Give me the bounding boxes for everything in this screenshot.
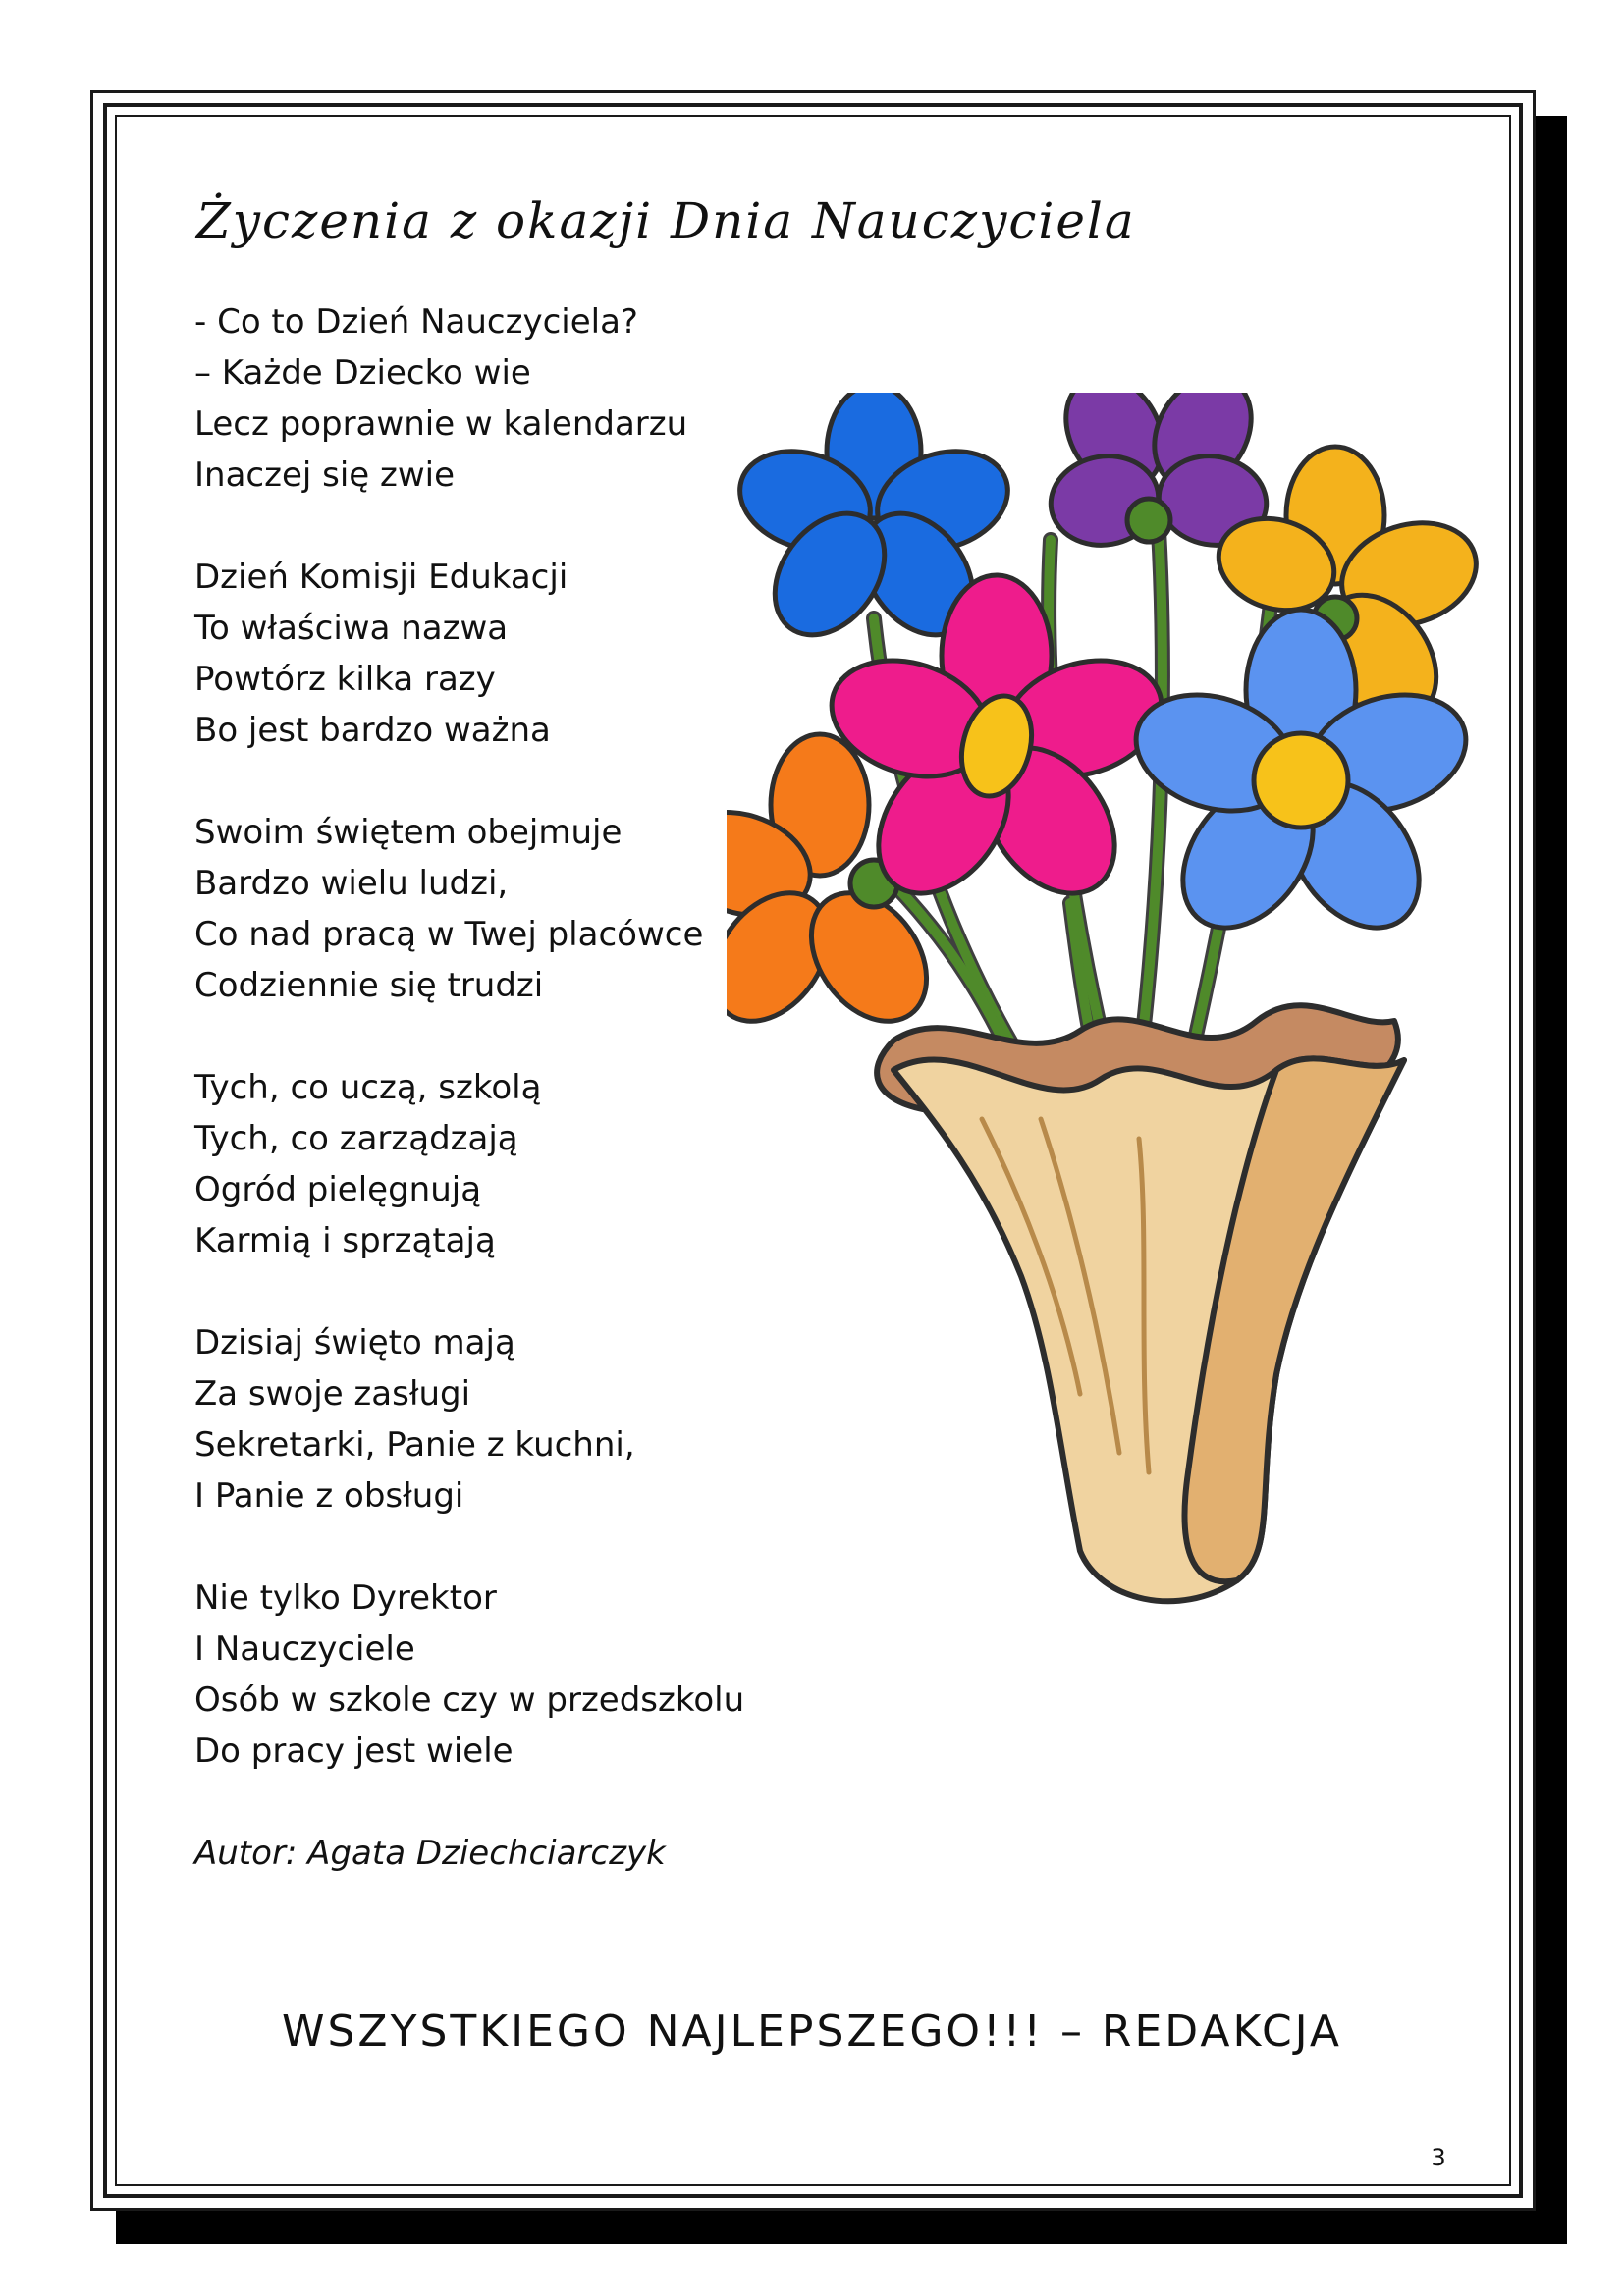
poem-line: Powtórz kilka razy: [194, 660, 496, 699]
closing-message: WSZYSTKIEGO NAJLEPSZEGO!!! – REDAKCJA: [282, 2006, 1342, 2056]
poem-line: Do pracy jest wiele: [194, 1732, 514, 1771]
poem-line: Inaczej się zwie: [194, 455, 456, 495]
page-title: Życzenia z okazji Dnia Nauczyciela: [196, 192, 1136, 249]
poem-line: Lecz poprawnie w kalendarzu: [194, 404, 688, 444]
poem-line: Codziennie się trudzi: [194, 966, 544, 1005]
poem-line: Za swoje zasługi: [194, 1374, 471, 1414]
poem-stanza: [194, 807, 803, 1011]
poem-line: To właściwa nazwa: [194, 609, 509, 648]
poem-line: I Nauczyciele: [194, 1629, 415, 1669]
poem-line: – Każde Dziecko wie: [194, 353, 531, 393]
poem-line: Dzisiaj święto mają: [194, 1323, 515, 1362]
poem-line: Dzień Komisji Edukacji: [194, 558, 568, 597]
poem-stanza: [194, 552, 803, 756]
poem-author: Autor: Agata Dziechciarczyk: [194, 1834, 666, 1873]
poem-line: Bardzo wielu ludzi,: [194, 864, 509, 903]
poem-stanza: [194, 1317, 803, 1522]
poem-line: Ogród pielęgnują: [194, 1170, 482, 1209]
poem-line: Swoim świętem obejmuje: [194, 813, 623, 852]
poem-line: - Co to Dzień Nauczyciela?: [194, 302, 638, 342]
page-number: 3: [1431, 2144, 1446, 2171]
poem-line: Co nad pracą w Twej placówce: [194, 915, 704, 954]
poem-stanza: [194, 1573, 803, 1777]
poem-stanza: [194, 296, 803, 501]
vase: [877, 1005, 1404, 1601]
poem-line: Osób w szkole czy w przedszkolu: [194, 1681, 745, 1720]
poem: [194, 296, 803, 1777]
poem-line: Karmią i sprzątają: [194, 1221, 496, 1260]
poem-line: Tych, co uczą, szkolą: [194, 1068, 542, 1107]
poem-line: Sekretarki, Panie z kuchni,: [194, 1425, 635, 1465]
flower-bouquet-icon: [727, 393, 1512, 1629]
poem-line: Bo jest bardzo ważna: [194, 711, 551, 750]
poem-line: Nie tylko Dyrektor: [194, 1578, 497, 1618]
poem-line: Tych, co zarządzają: [194, 1119, 518, 1158]
poem-line: I Panie z obsługi: [194, 1476, 464, 1516]
poem-stanza: [194, 1062, 803, 1266]
